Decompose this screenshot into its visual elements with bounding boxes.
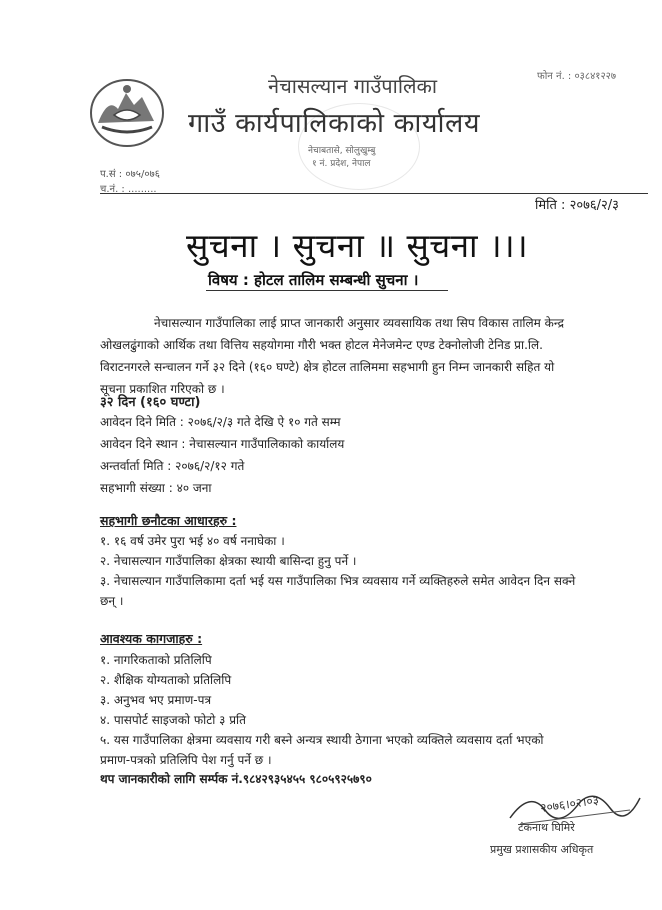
documents-heading: आवश्यक कागजाहरु : bbox=[100, 631, 203, 646]
signatory-title: प्रमुख प्रशासकीय अधिकृत bbox=[490, 843, 594, 856]
criteria-item: ३. नेचासल्यान गाउँपालिकामा दर्ता भई यस गाउँपालिका भित्र व्यवसाय गर्ने व्यक्तिहरुले समेत आवेदन दिन सक्ने bbox=[100, 574, 576, 588]
document-item: १. नागरिकताको प्रतिलिपि bbox=[100, 653, 212, 667]
training-duration: ३२ दिन (१६० घण्टा) bbox=[100, 395, 201, 410]
participant-count: सहभागी संख्या : ४० जना bbox=[100, 481, 212, 495]
phone-number: फोन नं. : ०३८४१२२७ bbox=[537, 71, 617, 82]
intro-paragraph bbox=[100, 312, 652, 400]
document-item: ३. अनुभव भए प्रमाण-पत्र bbox=[100, 693, 212, 707]
document-item: ४. पासपोर्ट साइजको फोटो ३ प्रति bbox=[100, 713, 247, 727]
notice-date: मिति : २०७६/२/३ bbox=[535, 198, 619, 213]
contact-numbers: थप जानकारीको लागि सर्म्पक नं.९८४२९३५४५५ ९८०५९२५७९० bbox=[100, 772, 372, 786]
application-place: आवेदन दिने स्थान : नेचासल्यान गाउँपालिकाको कार्यालय bbox=[100, 437, 345, 451]
intro-line: विराटनगरले सन्चालन गर्ने ३२ दिने (१६० घण्टे) क्षेत्र होटल तालिममा सहभागी हुन निम्न जानकारी सहित यो bbox=[100, 360, 555, 374]
signatory-name: टंकनाथ घिमिरे bbox=[518, 821, 575, 834]
reference-number: प.सं : ०७५/०७६ bbox=[100, 169, 160, 180]
interview-date: अन्तर्वार्ता मिति : २०७६/२/१२ गते bbox=[100, 459, 245, 473]
subject-underline bbox=[206, 290, 448, 291]
intro-line: नेचासल्यान गाउँपालिका लाई प्राप्त जानकारी अनुसार व्यवसायिक तथा सिप विकास तालिम केन्द्र bbox=[154, 316, 564, 330]
signature-date: २०७६।०२।०३ bbox=[539, 792, 600, 816]
notice-title: सुचना । सुचना ॥ सुचना ।।। bbox=[186, 226, 529, 265]
header-divider bbox=[100, 193, 648, 194]
address-line-1: नेचाबतासे, सोलुखुम्बु bbox=[308, 146, 376, 156]
intro-line: ओखलढुंगाको आर्थिक तथा वित्तिय सहयोगमा गौरी भक्त होटल मेनेजमेन्ट एण्ड टेक्नोलोजी टेनिड प्रा.लि. bbox=[100, 338, 543, 352]
document-item: ५. यस गाउँपालिका क्षेत्रमा व्यवसाय गरी बस्ने अन्यत्र स्थायी ठेगाना भएको व्यक्तिले व्यवसाय दर्ता भएको bbox=[100, 733, 544, 747]
criteria-item: १. १६ वर्ष उमेर पुरा भई ४० वर्ष ननाघेका । bbox=[100, 534, 285, 548]
address-line-2: १ नं. प्रदेश, नेपाल bbox=[312, 159, 371, 169]
nepal-emblem-logo bbox=[88, 75, 166, 150]
document-item: प्रमाण-पत्रको प्रतिलिपि पेश गर्नु पर्ने छ । bbox=[100, 753, 272, 767]
office-name: गाउँ कार्यपालिकाको कार्यालय bbox=[188, 108, 480, 139]
municipality-name: नेचासल्यान गाउँपालिका bbox=[268, 74, 438, 98]
criteria-item: २. नेचासल्यान गाउँपालिका क्षेत्रका स्थायी बासिन्दा हुनु पर्ने । bbox=[100, 554, 357, 568]
document-item: २. शैक्षिक योग्यताको प्रतिलिपि bbox=[100, 673, 232, 687]
dispatch-number: च.नं. : ......... bbox=[100, 184, 157, 195]
application-date: आवेदन दिने मिति : २०७६/२/३ गते देखि ऐ १० गते सम्म bbox=[100, 415, 341, 429]
intro-line: सूचना प्रकाशित गरिएको छ । bbox=[100, 382, 225, 396]
criteria-item: छन् । bbox=[100, 594, 124, 608]
notice-subject: विषय : होटल तालिम सम्बन्धी सुचना । bbox=[208, 271, 419, 289]
criteria-heading: सहभागी छनौटका आधारहरु : bbox=[100, 513, 237, 528]
